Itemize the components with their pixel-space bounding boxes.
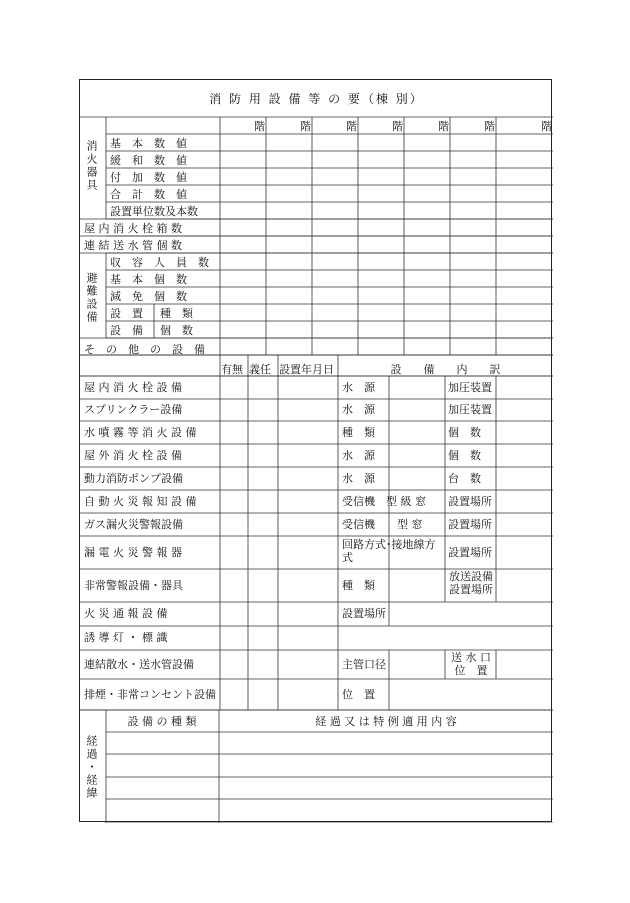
equipment-detail-1: 回路方式･接地線方式	[342, 538, 436, 564]
equipment-detail-1: 種 類	[342, 425, 375, 439]
equipment-detail-1: 位 置	[342, 687, 375, 701]
floor-header: 階	[438, 120, 449, 133]
evacuation-group-label: 避難設備	[85, 272, 98, 324]
extinguisher-row-label: 付 加 数 値	[110, 171, 187, 184]
equipment-name: 漏 電 火 災 警 報 器	[84, 545, 182, 559]
equipment-detail-1: 水 源	[342, 471, 375, 485]
equipment-detail-1: 水 源	[342, 403, 375, 416]
extinguisher-group-label: 消火器具	[85, 140, 98, 192]
equipment-detail-2: 設置場所	[448, 494, 492, 508]
extinguisher-row-label: 緩 和 数 値	[110, 154, 187, 167]
equipment-detail-2: 個 数	[448, 425, 481, 439]
equipment-detail-1: 種 類	[342, 578, 375, 592]
equipment-detail-2: 設置場所	[448, 545, 492, 559]
floor-header: 階	[300, 120, 311, 133]
equipment-detail-2: 個 数	[448, 448, 481, 462]
evacuation-row-label: 減 免 個 数	[110, 290, 187, 303]
equipment-name: スプリンクラー設備	[84, 403, 183, 416]
history-col-content: 経 過 又 は 特 例 適 用 内 容	[315, 715, 457, 728]
header-presence: 有無	[221, 363, 243, 376]
equipment-detail-1: 設置場所	[342, 607, 386, 620]
extinguisher-row-label: 設置単位数及本数	[110, 205, 198, 218]
standalone-row-label: 屋 内 消 火 栓 箱 数	[84, 222, 182, 235]
evacuation-row-label: 収 容 人 員 数	[110, 256, 209, 269]
floor-header: 階	[392, 120, 403, 133]
equipment-detail-2: 設置場所	[448, 517, 492, 531]
equipment-detail-1: 受信機 型 窓	[342, 517, 423, 531]
header-obligation: 義任	[249, 363, 271, 376]
equipment-name: 水 噴 霧 等 消 火 設 備	[84, 425, 197, 439]
evacuation-sub-label-b: 個 数	[160, 324, 193, 337]
header-breakdown: 設 備 内 訳	[390, 363, 501, 376]
other-equipment-label: そ の 他 の 設 備	[84, 343, 205, 356]
evacuation-sub-label-b: 種 類	[160, 307, 193, 320]
history-col-type: 設 備 の 種 類	[127, 715, 197, 728]
evacuation-sub-label-a: 設 備	[110, 324, 143, 337]
equipment-detail-2: 放送設備 設置場所	[449, 570, 493, 596]
equipment-detail-1: 受信機 型 級 窓	[342, 494, 426, 508]
standalone-row-label: 連 結 送 水 管 個 数	[84, 239, 182, 252]
equipment-name: 動力消防ポンプ設備	[84, 471, 183, 485]
evacuation-row-label: 基 本 個 数	[110, 273, 187, 286]
equipment-name: 自 動 火 災 報 知 設 備	[84, 494, 197, 508]
header-install-date: 設置年月日	[279, 363, 334, 376]
equipment-name: ガス漏火災警報設備	[84, 517, 183, 531]
equipment-detail-2: 加圧装置	[448, 380, 492, 394]
equipment-detail-2: 台 数	[448, 471, 481, 485]
form-title: 消 防 用 設 備 等 の 要（棟 別）	[209, 92, 424, 106]
equipment-detail-1: 水 源	[342, 380, 375, 394]
equipment-detail-2: 加圧装置	[448, 403, 492, 416]
equipment-name: 排煙・非常コンセント設備	[84, 687, 216, 701]
equipment-name: 火 災 通 報 設 備	[84, 607, 168, 620]
equipment-name: 非常警報設備・器具	[84, 578, 183, 592]
equipment-name: 誘 導 灯 ・ 標 識	[84, 631, 168, 644]
evacuation-sub-label-a: 設 置	[110, 307, 143, 320]
floor-header: 階	[346, 120, 357, 133]
equipment-name: 屋 内 消 火 栓 設 備	[84, 380, 182, 394]
equipment-detail-1: 主管口径	[342, 657, 386, 671]
equipment-detail-2: 送 水 口 位 置	[451, 651, 491, 677]
floor-header: 階	[484, 120, 495, 133]
equipment-name: 連結散水・送水管設備	[84, 657, 194, 671]
equipment-detail-1: 水 源	[342, 448, 375, 462]
floor-header: 階	[254, 120, 265, 133]
floor-header: 階	[541, 120, 552, 133]
equipment-name: 屋 外 消 火 栓 設 備	[84, 448, 182, 462]
history-group-label: 経過・経緯	[85, 735, 98, 800]
extinguisher-row-label: 合 計 数 値	[110, 188, 187, 201]
extinguisher-row-label: 基 本 数 値	[110, 137, 187, 150]
fire-equipment-form	[79, 79, 552, 822]
